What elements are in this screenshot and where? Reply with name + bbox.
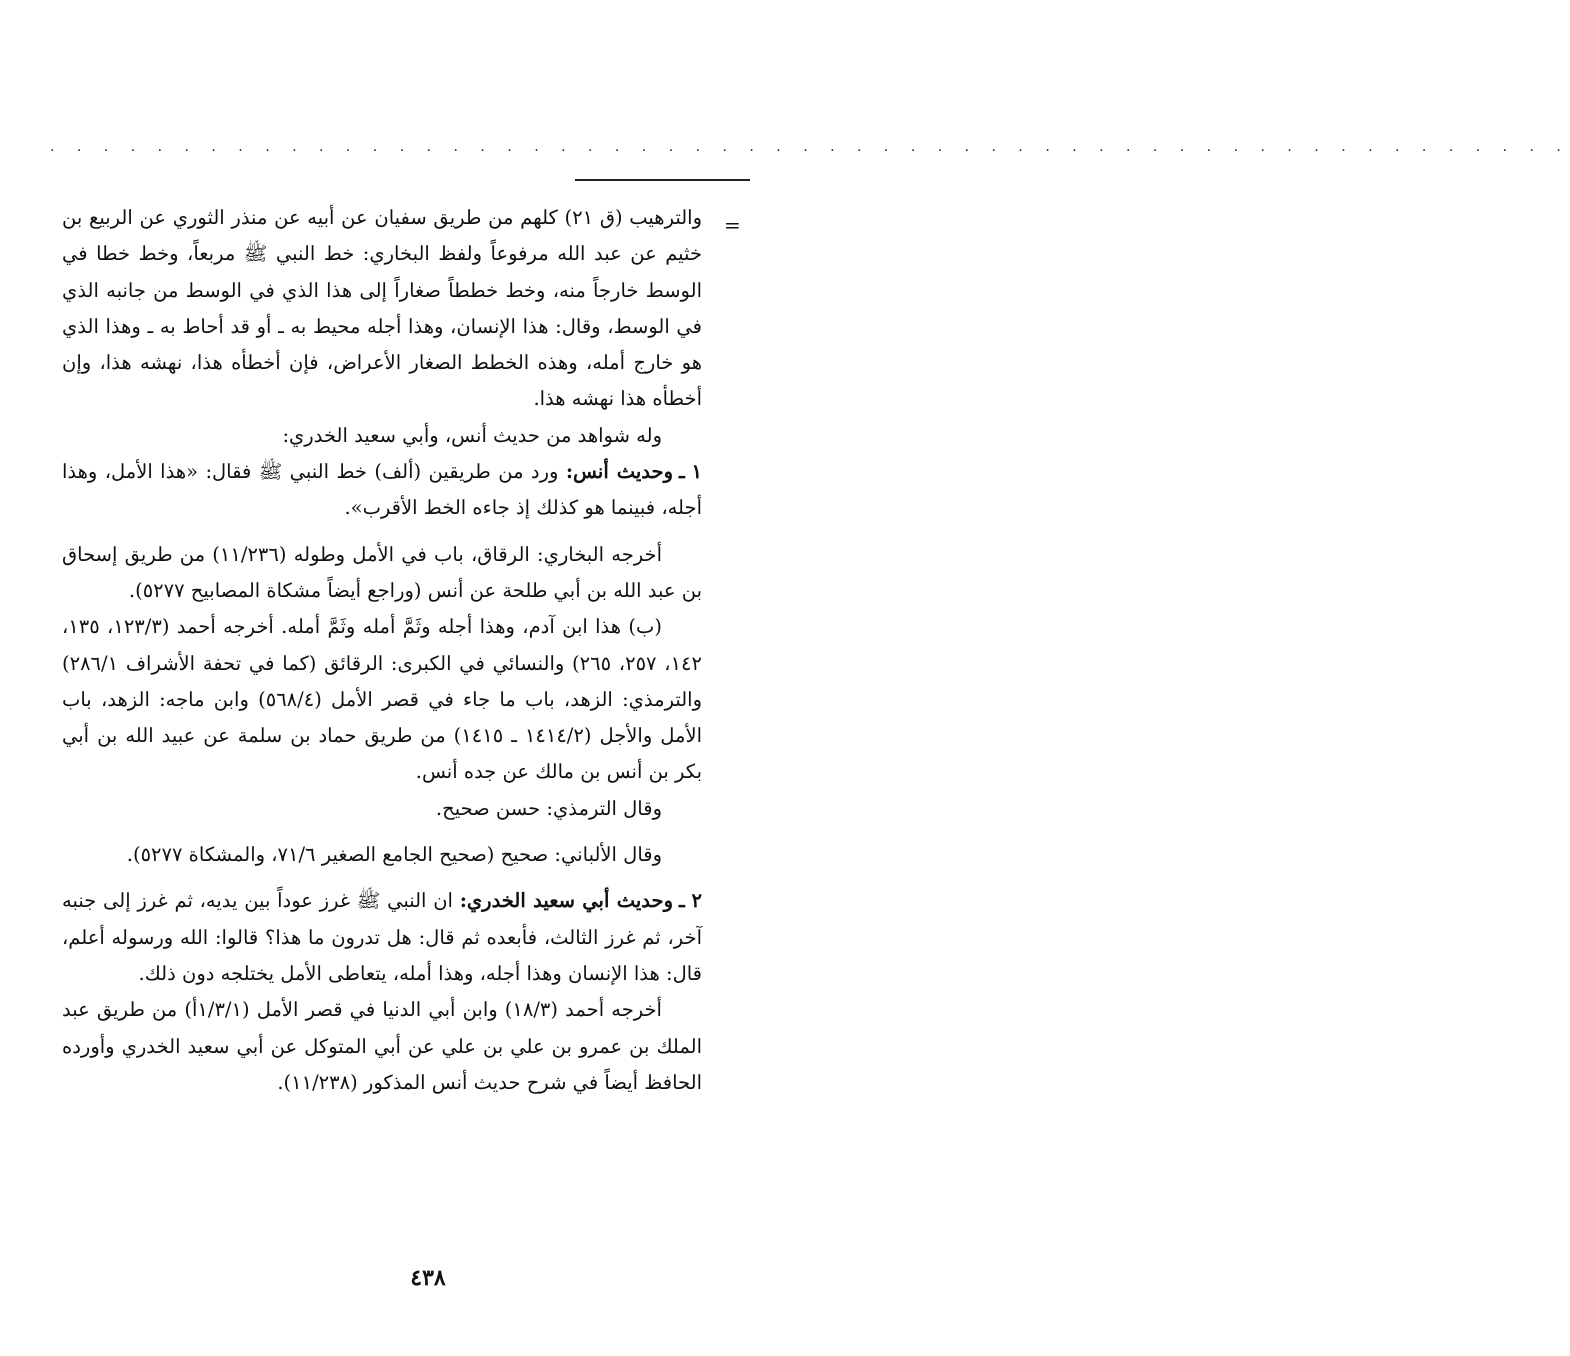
paragraph-tirmidhi: وقال الترمذي: حسن صحيح. — [435, 796, 662, 820]
item-text: ورد من طريقين (ألف) خط النبي ﷺ فقال: «هذا الأمل، وهذا أجله، فبينما هو كذلك إذ جاءه الخط الأقرب». — [62, 460, 702, 520]
item-lead: وحديث أنس: — [565, 460, 673, 484]
paragraph-ahmad: (ب) هذا ابن آدم، وهذا أجله وثَمَّ أمله وثَمَّ أمله. أخرجه أحمد (١٢٣/٣، ١٣٥، ١٤٢، ٢٥٧، ٢٦٥) والنسائي في الكبرى: الرقائق (كما في تحفة الأشراف ٢٨٦/١) والترمذي: الزهد، باب ما جاء في قصر الأمل (٥٦٨/٤) وابن ماجه: الزهد، باب الأمل والأجل (١٤١٤/٢ ـ ١٤١٥) من طريق حماد بن سلمة عن عبيد الله بن أبي بكر بن أنس بن مالك عن جده أنس. — [62, 615, 702, 784]
paragraph-albani: وقال الألباني: صحيح (صحيح الجامع الصغير ٧١/٦، والمشكاة ٥٢٧٧). — [126, 843, 662, 867]
paragraph-witnesses: وله شواهد من حديث أنس، وأبي سعيد الخدري: — [282, 423, 662, 447]
page-number: ٤٣٨ — [410, 1265, 446, 1291]
item-number: ٢ ـ — [679, 889, 702, 913]
paragraph-continuation: والترهيب (ق ٢١) كلهم من طريق سفيان عن أبيه عن منذر الثوري عن الربيع بن خثيم عن عبد الله مرفوعاً ولفظ البخاري: خط النبي ﷺ مربعاً، وخط خطا في الوسط خارجاً منه، وخط خططاً صغاراً إلى هذا الذي في الوسط من جانبه الذي في الوسط، وقال: هذا الإنسان، وهذا أجله محيط به ـ أو قد أحاط به ـ وهذا الذي هو خارج أمله، وهذه الخطط الصغار الأعراض، فإن أخطأه هذا، نهشه هذا، وإن أخطأه هذا نهشه هذا. — [62, 206, 703, 411]
separator-dots: . . . . . . . . . . . . . . . . . . . . . . . . . . . . . . . . . . . . . . . . . . . . . . . . . . . . . . . . . — [50, 139, 1570, 155]
continuation-mark: = — [724, 213, 741, 237]
paragraph-anas-hadith — [62, 454, 702, 527]
paragraph-takhrij-ahmad: أخرجه أحمد (١٨/٣) وابن أبي الدنيا في قصر الأمل (١/٣/١أ) من طريق عبد الملك بن عمرو بن علي بن علي عن أبي المتوكل عن أبي سعيد الخدري وأورده الحافظ أيضاً في شرح حديث أنس المذكور (١١/٢٣٨). — [62, 998, 702, 1094]
paragraph-bukhari: أخرجه البخاري: الرقاق، باب في الأمل وطوله (١١/٢٣٦) من طريق إسحاق بن عبد الله بن أبي طلحة عن أنس (وراجع أيضاً مشكاة المصابيح ٥٢٧٧). — [62, 542, 702, 602]
paragraph-abu-said-hadith — [62, 883, 702, 992]
footnote-rule — [575, 179, 750, 181]
item-number: ١ ـ — [679, 460, 702, 484]
item-text: ان النبي ﷺ غرز عوداً بين يديه، ثم غرز إلى جنبه آخر، ثم غرز الثالث، فأبعده ثم قال: هل تدرون ما هذا؟ قالوا: الله ورسوله أعلم، قال: هذا الإنسان وهذا أجله، وهذا أمله، يتعاطى الأمل يختلجه دون ذلك. — [62, 889, 702, 985]
item-lead: وحديث أبي سعيد الخدري: — [459, 889, 673, 913]
footnote-text — [62, 200, 702, 1101]
